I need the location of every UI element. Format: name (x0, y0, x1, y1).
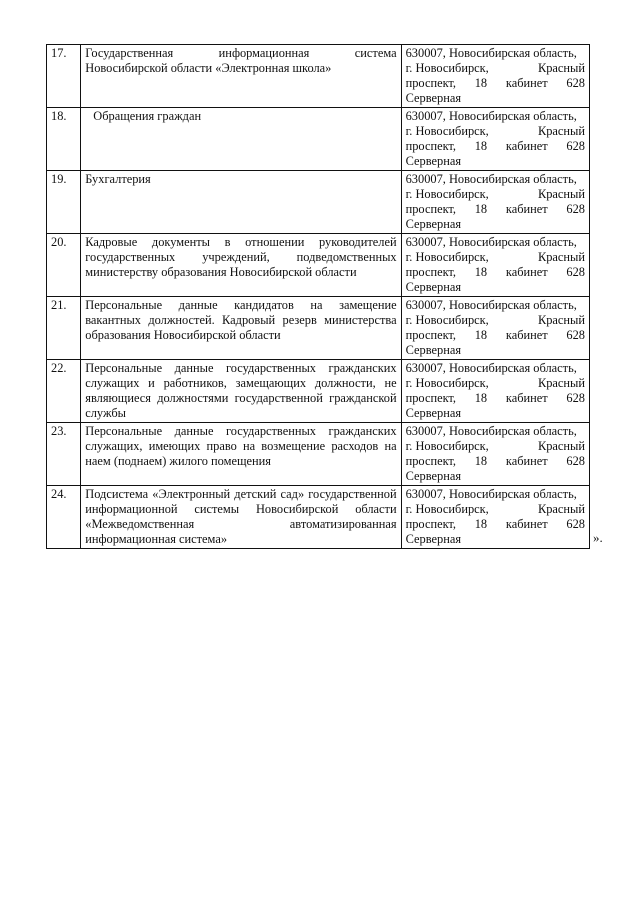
storage-address (401, 108, 589, 171)
address-street-start: Красный (537, 376, 585, 390)
address-street-start: Красный (537, 313, 585, 327)
storage-address (401, 171, 589, 234)
storage-address (401, 423, 589, 486)
row-number: 18. (47, 108, 81, 171)
address-line-room: Серверная (405, 532, 462, 546)
address-line-street: проспект, 18 кабинет 628 (405, 76, 585, 90)
record-name: Персональные данные кандидатов на замещение вакантных должностей. Кадровый резерв министерства образования Новосибирской области (81, 297, 401, 360)
address-line-postcode: 630007, Новосибирская область, (405, 109, 577, 123)
address-city: г. Новосибирск, (405, 313, 489, 327)
table-row (47, 486, 590, 549)
address-line-street: проспект, 18 кабинет 628 (405, 517, 585, 531)
table-row (47, 171, 590, 234)
storage-address (401, 486, 589, 549)
address-line-postcode: 630007, Новосибирская область, (405, 424, 577, 438)
address-line-city (406, 376, 585, 391)
row-number: 20. (47, 234, 81, 297)
row-number: 21. (47, 297, 81, 360)
record-name: Бухгалтерия (81, 171, 401, 234)
address-line-postcode: 630007, Новосибирская область, (405, 487, 577, 501)
address-line-postcode: 630007, Новосибирская область, (405, 172, 577, 186)
record-name: Персональные данные государственных гражданских служащих, имеющих право на возмещение расходов на наем (поднаем) жилого помещения (81, 423, 401, 486)
registry-table-body (47, 45, 590, 549)
address-line-street: проспект, 18 кабинет 628 (405, 202, 585, 216)
address-line-room: Серверная (405, 280, 462, 294)
address-city: г. Новосибирск, (405, 250, 489, 264)
record-name: Подсистема «Электронный детский сад» государственной информационной системы Новосибирской области «Межведомственная автоматизированная информационная система» (81, 486, 401, 549)
table-row (47, 360, 590, 423)
address-street-start: Красный (537, 124, 585, 138)
row-number: 22. (47, 360, 81, 423)
address-line-room: Серверная (405, 91, 462, 105)
address-street-start: Красный (537, 250, 585, 264)
address-city: г. Новосибирск, (405, 502, 489, 516)
address-line-room: Серверная (405, 154, 462, 168)
row-number: 24. (47, 486, 81, 549)
address-line-city (406, 313, 585, 328)
record-name: Обращения граждан (81, 108, 401, 171)
address-line-postcode: 630007, Новосибирская область, (405, 235, 577, 249)
address-line-city (406, 439, 585, 454)
address-street-start: Красный (537, 61, 585, 75)
row-number: 19. (47, 171, 81, 234)
storage-address (401, 297, 589, 360)
address-line-city (406, 61, 585, 76)
storage-address (401, 360, 589, 423)
address-line-city (406, 250, 585, 265)
table-row (47, 234, 590, 297)
address-line-postcode: 630007, Новосибирская область, (405, 361, 577, 375)
address-line-city (406, 124, 585, 139)
registry-table (46, 44, 590, 549)
row-number: 23. (47, 423, 81, 486)
closing-quote-mark: ». (593, 530, 603, 545)
address-city: г. Новосибирск, (405, 124, 489, 138)
row-number: 17. (47, 45, 81, 108)
address-line-street: проспект, 18 кабинет 628 (405, 265, 585, 279)
record-name: Персональные данные государственных гражданских служащих и работников, замещающих должности, не являющиеся должностями государственной гражданской службы (81, 360, 401, 423)
address-line-room: Серверная (405, 343, 462, 357)
address-city: г. Новосибирск, (405, 376, 489, 390)
address-line-street: проспект, 18 кабинет 628 (405, 454, 585, 468)
table-row (47, 108, 590, 171)
address-line-street: проспект, 18 кабинет 628 (405, 139, 585, 153)
table-row (47, 45, 590, 108)
record-name: Государственная информационная система Новосибирской области «Электронная школа» (81, 45, 401, 108)
address-city: г. Новосибирск, (405, 61, 489, 75)
address-line-postcode: 630007, Новосибирская область, (405, 298, 577, 312)
record-name: Кадровые документы в отношении руководителей государственных учреждений, подведомственных министерству образования Новосибирской области (81, 234, 401, 297)
storage-address (401, 45, 589, 108)
table-row (47, 297, 590, 360)
address-line-city (406, 187, 585, 202)
storage-address (401, 234, 589, 297)
address-city: г. Новосибирск, (405, 187, 489, 201)
table-row (47, 423, 590, 486)
address-line-city (406, 502, 585, 517)
address-city: г. Новосибирск, (405, 439, 489, 453)
address-street-start: Красный (537, 187, 585, 201)
address-street-start: Красный (537, 502, 585, 516)
address-line-room: Серверная (405, 217, 462, 231)
address-line-street: проспект, 18 кабинет 628 (405, 328, 585, 342)
address-street-start: Красный (537, 439, 585, 453)
address-line-street: проспект, 18 кабинет 628 (405, 391, 585, 405)
address-line-postcode: 630007, Новосибирская область, (405, 46, 577, 60)
address-line-room: Серверная (405, 469, 462, 483)
address-line-room: Серверная (405, 406, 462, 420)
